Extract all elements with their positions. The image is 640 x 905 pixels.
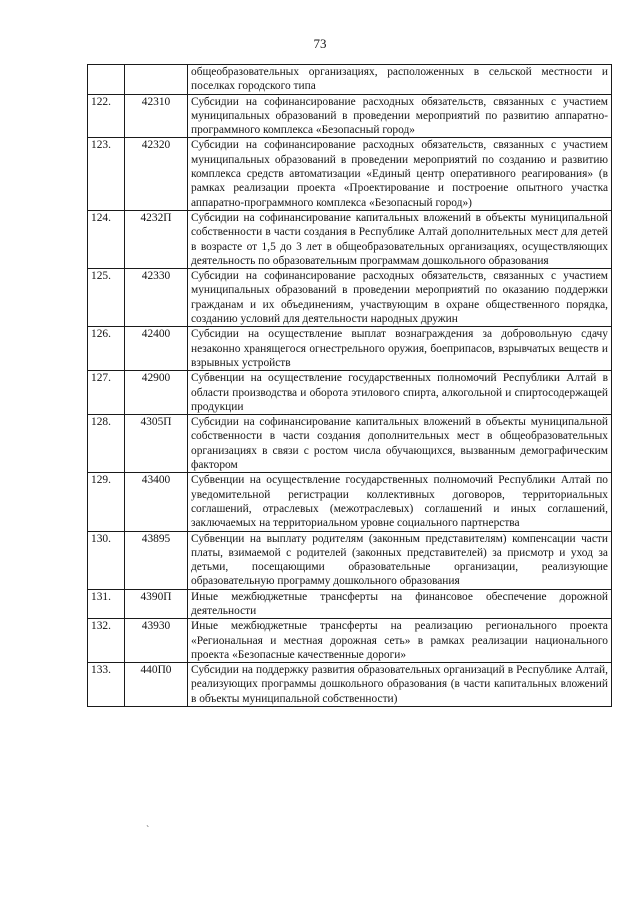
page-number: 73 — [313, 36, 327, 51]
row-code: 42320 — [125, 138, 188, 210]
row-code: 4390П — [125, 589, 188, 619]
row-number — [88, 65, 125, 95]
row-code: 42330 — [125, 269, 188, 327]
row-name: Субсидии на софинансирование капитальных вложений в объекты муниципальной собственности в части создания в Республике Алтай дополнительных мест для детей в возрасте от 1,5 до 3 лет в общеобразовательных организациях, осуществляющих деятельность по образовательным программам дошкольного образования — [188, 210, 612, 268]
stray-mark: ` — [146, 825, 150, 836]
row-number: 124. — [88, 210, 125, 268]
row-number: 132. — [88, 619, 125, 663]
row-number: 123. — [88, 138, 125, 210]
row-number: 133. — [88, 663, 125, 707]
row-code: 43895 — [125, 531, 188, 589]
row-number: 125. — [88, 269, 125, 327]
row-code: 440П0 — [125, 663, 188, 707]
table-row — [88, 531, 612, 589]
row-number: 127. — [88, 371, 125, 415]
table-row — [88, 94, 612, 138]
row-name: Субвенции на осуществление государственных полномочий Республики Алтай в области производства и оборота этилового спирта, алкогольной и спиртосодержащей продукции — [188, 371, 612, 415]
table-row — [88, 65, 612, 95]
table-row — [88, 663, 612, 707]
row-code: 4232П — [125, 210, 188, 268]
table-body — [88, 65, 612, 707]
budget-classification-table — [87, 64, 612, 707]
row-number: 122. — [88, 94, 125, 138]
row-name: Субсидии на софинансирование расходных обязательств, связанных с участием муниципальных образований в проведении мероприятий по развитию аппаратно-программного комплекса «Безопасный город» — [188, 94, 612, 138]
table-row — [88, 371, 612, 415]
row-code: 42310 — [125, 94, 188, 138]
row-code: 43930 — [125, 619, 188, 663]
table-row — [88, 138, 612, 210]
row-number: 128. — [88, 415, 125, 473]
row-number: 126. — [88, 327, 125, 371]
row-code: 43400 — [125, 473, 188, 531]
row-name: Субвенции на осуществление государственных полномочий Республики Алтай по уведомительной регистрации коллективных договоров, территориальных соглашений, отраслевых (межотраслевых) соглашений и иных соглашений, заключаемых на территориальном уровне социального партнерства — [188, 473, 612, 531]
table-row — [88, 619, 612, 663]
row-number: 131. — [88, 589, 125, 619]
table-row — [88, 415, 612, 473]
row-number: 129. — [88, 473, 125, 531]
row-number: 130. — [88, 531, 125, 589]
row-name: Субсидии на софинансирование капитальных вложений в объекты муниципальной собственности в части создания дополнительных мест в общеобразовательных организациях в связи с ростом числа обучающихся, вызванным демографическим фактором — [188, 415, 612, 473]
table-row — [88, 269, 612, 327]
row-code: 42900 — [125, 371, 188, 415]
row-code — [125, 65, 188, 95]
table-row — [88, 327, 612, 371]
table-row — [88, 210, 612, 268]
row-name: Субвенции на выплату родителям (законным представителям) компенсации части платы, взимаемой с родителей (законных представителей) за присмотр и уход за детьми, посещающими образовательные организации, реализующие образовательную программу дошкольного образования — [188, 531, 612, 589]
table-row — [88, 473, 612, 531]
table-row — [88, 589, 612, 619]
row-code: 42400 — [125, 327, 188, 371]
row-name: общеобразовательных организациях, расположенных в сельской местности и поселках городского типа — [188, 65, 612, 95]
row-name: Субсидии на осуществление выплат вознаграждения за добровольную сдачу незаконно хранящегося огнестрельного оружия, боеприпасов, взрывчатых веществ и взрывных устройств — [188, 327, 612, 371]
row-name: Иные межбюджетные трансферты на реализацию регионального проекта «Региональная и местная дорожная сеть» в рамках реализации национального проекта «Безопасные качественные дороги» — [188, 619, 612, 663]
row-code: 4305П — [125, 415, 188, 473]
row-name: Субсидии на софинансирование расходных обязательств, связанных с участием муниципальных образований в проведении мероприятий по оказанию поддержки гражданам и их объединениям, участвующим в охране общественного порядка, созданию условий для деятельности народных дружин — [188, 269, 612, 327]
row-name: Субсидии на софинансирование расходных обязательств, связанных с участием муниципальных образований в проведении мероприятий по созданию и развитию комплекса средств автоматизации «Единый центр оперативного реагирования» (в рамках реализации проекта «Проектирование и построение опытного участка аппаратно-программного комплекса «Безопасный город») — [188, 138, 612, 210]
row-name: Иные межбюджетные трансферты на финансовое обеспечение дорожной деятельности — [188, 589, 612, 619]
row-name: Субсидии на поддержку развития образовательных организаций в Республике Алтай, реализующих программы дошкольного образования (в части капитальных вложений в объекты муниципальной собственности) — [188, 663, 612, 707]
